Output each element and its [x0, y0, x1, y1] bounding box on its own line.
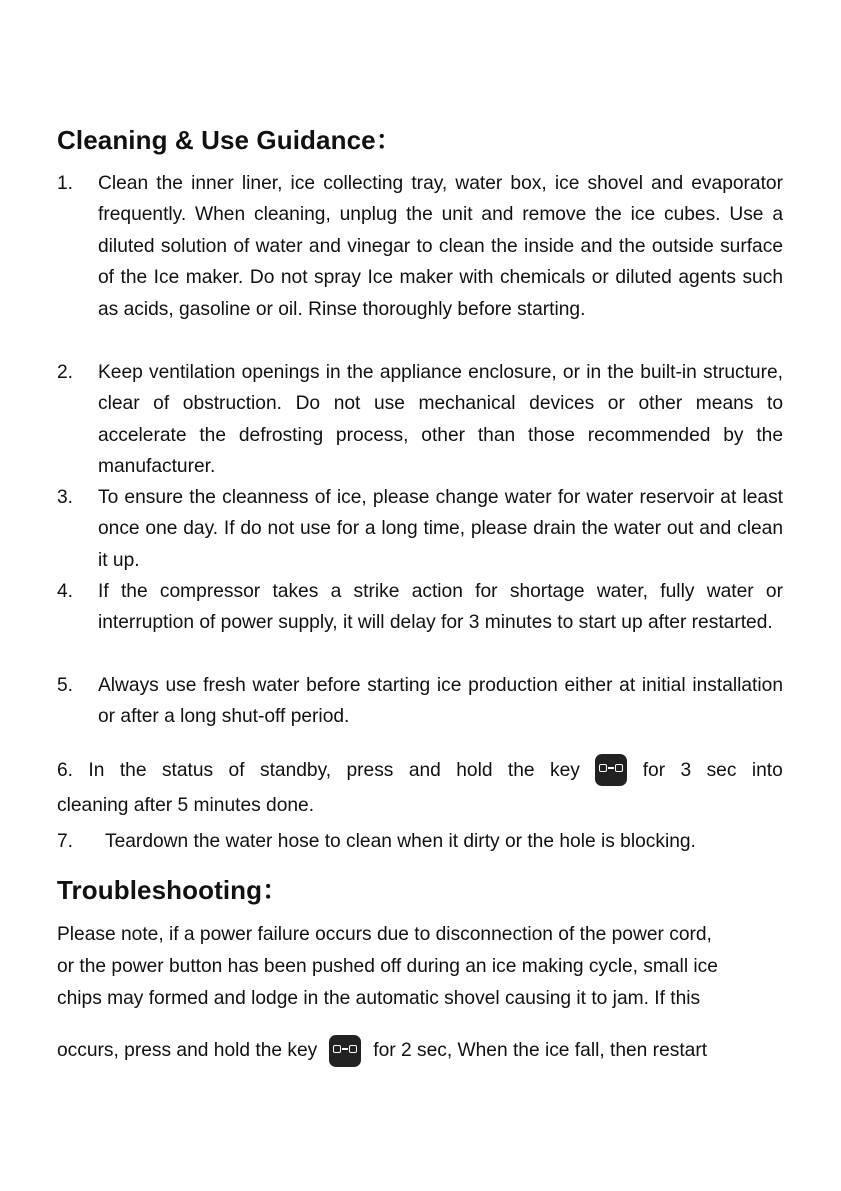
item-7-line [57, 826, 696, 857]
item-number: 1. [57, 173, 74, 194]
item-6-word: the [507, 759, 535, 781]
item-number: 5. [57, 675, 74, 696]
item-6-word: In [88, 759, 105, 781]
list-item [57, 670, 783, 733]
item-6-line [57, 754, 783, 786]
paragraph-text: occurs, press and hold the key [57, 1040, 318, 1062]
item-text: To ensure the cleanness of ice, please change water for water reservoir at least once one day. If do not use for a long time, please drain the water out and clean it up. [98, 487, 783, 571]
list-item [57, 482, 783, 576]
item-6-word: status [161, 759, 214, 781]
item-number: 7. [57, 831, 74, 852]
troubleshooting-paragraph [57, 919, 783, 1015]
troubleshooting-last-line [57, 1035, 783, 1067]
item-6-word: 3 [680, 759, 692, 781]
ice-clean-key-icon [329, 1035, 361, 1067]
item-6-word: press [346, 759, 394, 781]
item-text: Always use fresh water before starting ice production either at initial installation or after a long shut-off period. [98, 675, 783, 728]
paragraph-text: for 2 sec, When the ice fall, then restart [373, 1040, 708, 1062]
troubleshooting-heading: Troubleshooting： [57, 875, 289, 905]
item-text: If the compressor takes a strike action for shortage water, fully water or interruption of power supply, it will delay for 3 minutes to start up after restarted. [98, 581, 783, 634]
item-text: Teardown the water hose to clean when it dirty or the hole is blocking. [105, 831, 696, 852]
item-6-continuation: cleaning after 5 minutes done. [57, 795, 315, 816]
item-text: Keep ventilation openings in the appliance enclosure, or in the built-in structure, clear of obstruction. Do not use mechanical devices or other means to accelerate the defrosting process, other than those recommended by the manufacturer. [98, 362, 783, 478]
ice-clean-key-icon [595, 754, 627, 786]
list-item [57, 168, 783, 325]
item-6-word: sec [706, 759, 737, 781]
paragraph-line: Please note, if a power failure occurs due to disconnection of the power cord, [57, 924, 712, 945]
item-number: 3. [57, 487, 74, 508]
item-6-word: key [550, 759, 580, 781]
list-item [57, 357, 783, 483]
item-6-word: standby, [259, 759, 332, 781]
item-number: 6. [57, 759, 74, 781]
item-text: Clean the inner liner, ice collecting tray, water box, ice shovel and evaporator frequently. When cleaning, unplug the unit and remove the ice cubes. Use a diluted solution of water and vinegar to clean the inside and the outside surface of the Ice maker. Do not spray Ice maker with chemicals or diluted agents such as acids, gasoline or oil. Rinse thoroughly before starting. [98, 173, 783, 320]
cleaning-heading: Cleaning & Use Guidance： [57, 125, 402, 155]
item-6-word: for [642, 759, 666, 781]
item-6-word: hold [456, 759, 493, 781]
item-6-word: and [408, 759, 441, 781]
paragraph-line: or the power button has been pushed off during an ice making cycle, small ice [57, 956, 718, 977]
item-number: 2. [57, 362, 74, 383]
list-item [57, 576, 783, 639]
item-number: 4. [57, 581, 74, 602]
paragraph-line: chips may formed and lodge in the automatic shovel causing it to jam. If this [57, 988, 701, 1009]
item-6-word: of [228, 759, 245, 781]
item-6-word: the [119, 759, 147, 781]
item-6-word: into [751, 759, 783, 781]
